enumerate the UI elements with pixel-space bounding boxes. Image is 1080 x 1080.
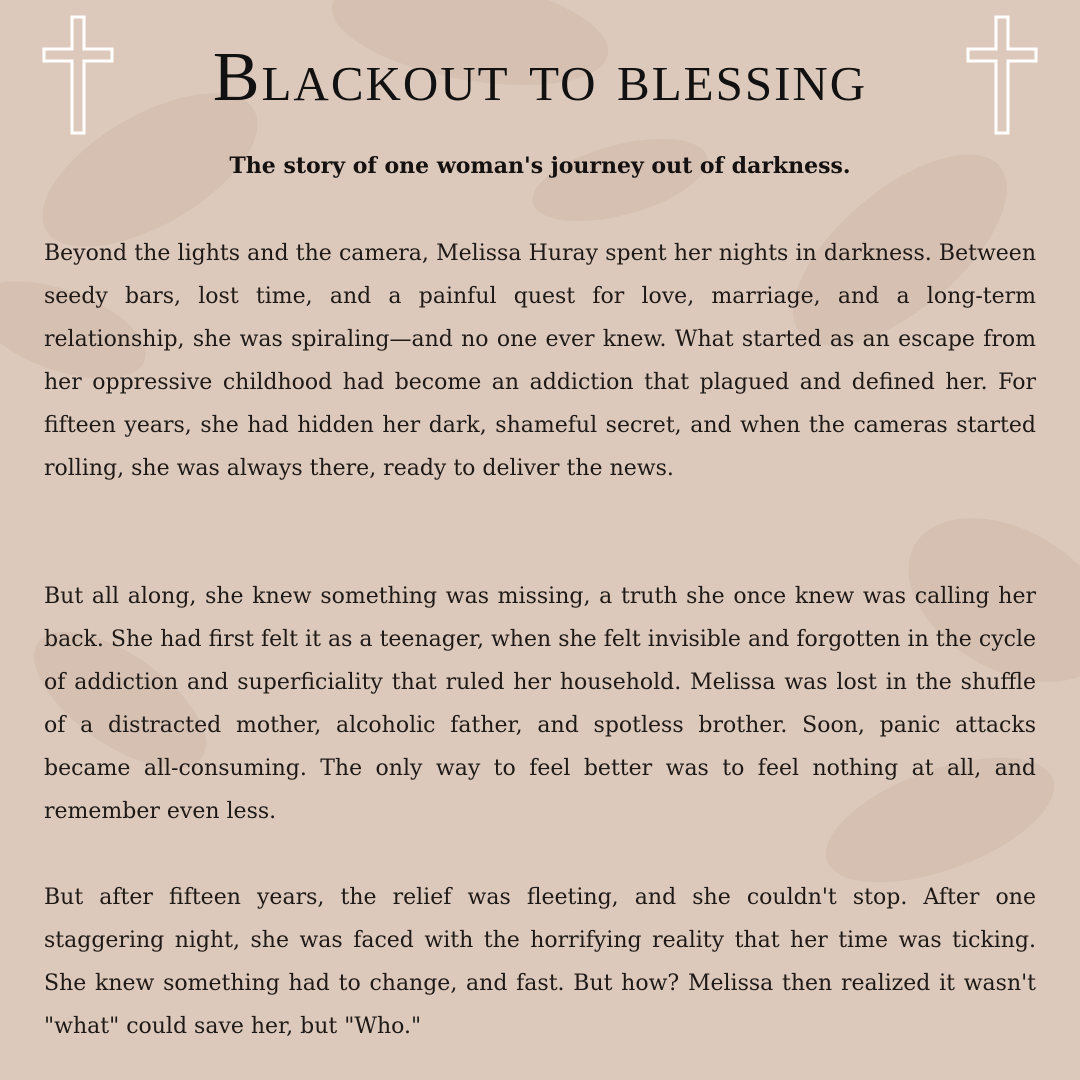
subtitle: The story of one woman's journey out of darkness.: [229, 153, 851, 179]
cross-icon: [966, 15, 1038, 135]
body-paragraph: Beyond the lights and the camera, Melissa Huray spent her nights in darkness. Between seedy bars, lost time, and a painful quest for love, marriage, and a long-term relationship, she was spiraling—and no one ever knew. What started as an escape from her oppressive childhood had become an addiction that plagued and defined her. For fifteen years, she had hidden her dark, shameful secret, and when the cameras started rolling, she was always there, ready to deliver the news.: [44, 241, 1036, 481]
cross-icon: [42, 15, 114, 135]
body-paragraph: But all along, she knew something was missing, a truth she once knew was calling her back. She had first felt it as a teenager, when she felt invisible and forgotten in the cycle of addiction and superficiality that ruled her household. Melissa was lost in the shuffle of a distracted mother, alcoholic father, and spotless brother. Soon, panic attacks became all-consuming. The only way to feel better was to feel nothing at all, and remember even less.: [44, 584, 1036, 824]
body-paragraph: But after fifteen years, the relief was fleeting, and she couldn't stop. After one staggering night, she was faced with the horrifying reality that her time was ticking. She knew something had to change, and fast. But how? Melissa then realized it wasn't "what" could save her, but "Who.": [44, 885, 1036, 1039]
page-title: Blackout to blessing: [212, 39, 868, 116]
